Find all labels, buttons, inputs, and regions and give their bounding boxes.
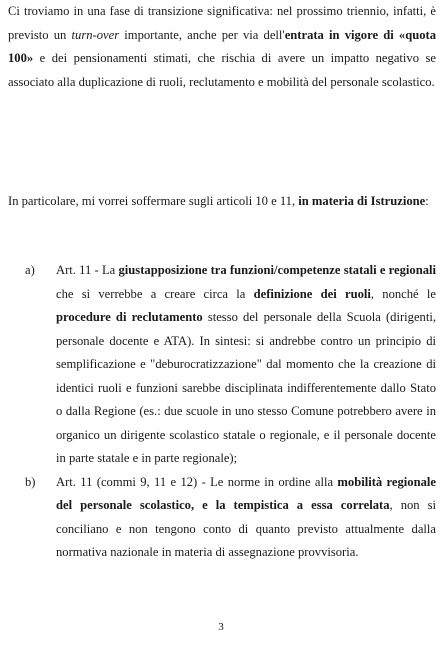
intro-quota100-bold: entrata in vigore di «quota 100» xyxy=(8,27,436,65)
list-marker-a: a) xyxy=(25,263,35,277)
focus-text-2: : xyxy=(425,194,429,208)
list-marker-b: b) xyxy=(25,474,36,489)
item-a-text-4: stesso del personale della Scuola (dirigenti, personale docente e ATA). In sintesi: si andrebbe contro un principio di semplificazione e "deburocratizzazione" dal momento che la creazione di identici ruoli e funzioni sarebbe disciplinata indifferentemente dallo Stato o dalla Regione (es.: due scuole in uno stesso Comune potrebbero avere in organico un dirigente scolastico statale o regionale, e il personale docente in parte statale e in parte regionale); xyxy=(56,310,436,465)
intro-paragraph xyxy=(8,0,436,94)
intro-text-2: importante, anche per via dell' xyxy=(119,27,285,42)
item-b-bold-1: mobilità regionale del personale scolastico, e la tempistica a essa correlata xyxy=(56,474,436,512)
item-a-text-2: che si verrebbe a creare circa la xyxy=(56,286,254,301)
intro-text-3: e dei pensionamenti stimati, che rischia di avere un impatto negativo se associato alla duplicazione di ruoli, reclutamento e mobilità del personale scolastico. xyxy=(8,51,436,89)
item-a-bold-3: procedure di reclutamento xyxy=(56,310,203,324)
page-number: 3 xyxy=(218,621,224,633)
list-item-b xyxy=(8,471,436,565)
item-a-text-1: Art. 11 - La xyxy=(56,263,119,277)
focus-text-1: In particolare, mi vorrei soffermare sugli articoli 10 e 11, xyxy=(8,194,299,208)
focus-paragraph xyxy=(8,190,436,214)
item-a-bold-1: giustapposizione tra funzioni/competenze statali e regionali xyxy=(118,263,436,277)
list-item-a xyxy=(8,259,436,471)
articles-list xyxy=(8,259,436,565)
item-b-text-1: Art. 11 (commi 9, 11 e 12) - Le norme in ordine alla xyxy=(56,474,338,489)
intro-text-1: Ci troviamo in una fase di transizione significativa: nel prossimo triennio, infatti, è previsto un xyxy=(8,4,436,42)
focus-istruzione-bold: in materia di Istruzione xyxy=(298,194,426,208)
item-a-bold-2: definizione dei ruoli xyxy=(253,286,371,301)
item-a-text-3: , nonché le xyxy=(370,286,436,301)
item-b-text-2: , non si conciliano e non tengono conto di quanto previsto attualmente dalla normativa nazionale in materia di assegnazione provvisoria. xyxy=(56,498,436,559)
intro-turnover-italic: turn-over xyxy=(71,27,120,42)
